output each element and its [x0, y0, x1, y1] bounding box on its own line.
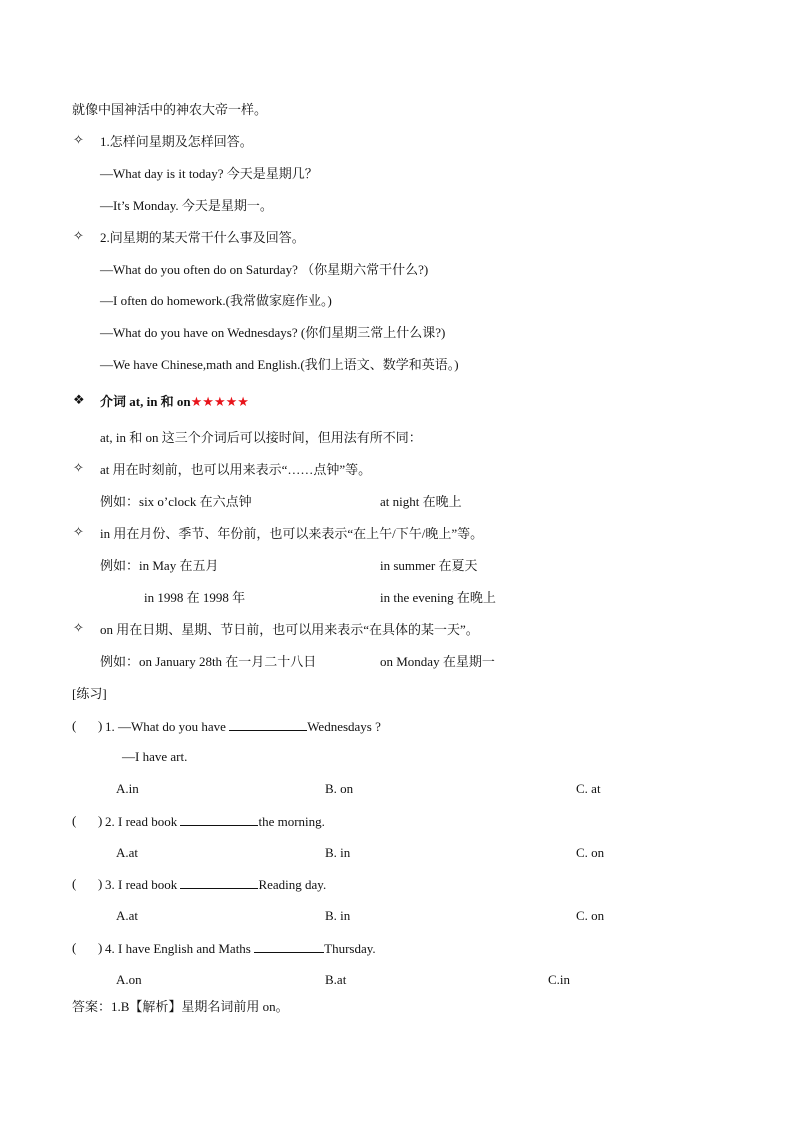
section-2-line: —What do you often do on Saturday? （你星期六常干什么?) [100, 262, 429, 277]
question-text: 4. I have English and Maths [105, 941, 255, 956]
bullet-diamond-icon: ✧ [73, 461, 84, 476]
question-4 [105, 939, 376, 958]
answer-blank[interactable] [180, 875, 258, 889]
section-1-line: —It’s Monday. 今天是星期一。 [100, 198, 273, 213]
section-2-title: 2.问星期的某天常干什么事及回答。 [100, 230, 305, 245]
practice-heading: [练习] [72, 686, 107, 701]
intro-line: 就像中国神活中的神农大帝一样。 [72, 102, 268, 117]
question-text: 2. I read book [105, 814, 181, 829]
answer-paren-close: ) [98, 940, 103, 955]
answer-blank[interactable] [229, 717, 307, 731]
bullet-diamond-icon: ✧ [73, 229, 84, 244]
option-c[interactable]: C.in [548, 972, 571, 987]
section-2-line: —What do you have on Wednesdays? (你们星期三常上什么课?) [100, 325, 446, 340]
question-1 [105, 717, 381, 736]
section-2-line: —We have Chinese,math and English.(我们上语文、数学和英语。) [100, 357, 459, 372]
question-text: 3. I read book [105, 877, 181, 892]
option-a[interactable]: A.at [116, 845, 139, 860]
answer-blank[interactable] [180, 812, 258, 826]
answer-explanation: 答案：1.B【解析】星期名词前用 on。 [72, 999, 289, 1014]
question-2 [105, 812, 325, 831]
rating-stars-icon: ★★★★★ [190, 395, 249, 410]
in-example-3: in 1998 在 1998 年 [144, 590, 246, 605]
example-label: 例如： [100, 558, 140, 573]
bullet-diamond-icon: ✧ [73, 133, 84, 148]
question-text: 1. —What do you have [105, 719, 230, 734]
option-c[interactable]: C. at [576, 781, 601, 796]
answer-paren-open: ( [72, 876, 77, 891]
prepositions-heading [100, 393, 249, 412]
on-example-1 [100, 653, 316, 671]
option-a[interactable]: A.on [116, 972, 142, 987]
prepositions-title: 介词 at, in 和 on [100, 394, 191, 409]
on-usage: on 用在日期、星期、节日前，也可以用来表示“在具体的某一天”。 [100, 622, 479, 637]
question-text-after: Thursday. [324, 941, 376, 956]
option-a[interactable]: A.at [116, 908, 139, 923]
example-text: six o’clock 在六点钟 [139, 494, 252, 509]
question-text-after: the morning. [258, 814, 325, 829]
answer-paren-close: ) [98, 876, 103, 891]
question-text-after: Wednesdays ? [307, 719, 381, 734]
example-text: in May 在五月 [139, 558, 219, 573]
in-example-1 [100, 557, 218, 575]
example-text: on January 28th 在一月二十八日 [139, 654, 317, 669]
in-example-4: in the evening 在晚上 [380, 590, 496, 605]
answer-paren-open: ( [72, 940, 77, 955]
section-1-line: —What day is it today? 今天是星期几？ [100, 166, 318, 181]
section-2-line: —I often do homework.(我常做家庭作业。) [100, 293, 332, 308]
on-example-2: on Monday 在星期一 [380, 654, 495, 669]
option-b[interactable]: B. in [325, 908, 351, 923]
answer-blank[interactable] [254, 939, 324, 953]
in-example-2: in summer 在夏天 [380, 558, 478, 573]
option-b[interactable]: B. on [325, 781, 354, 796]
question-1-response: —I have art. [122, 749, 188, 764]
answer-paren-open: ( [72, 813, 77, 828]
example-label: 例如： [100, 654, 140, 669]
prepositions-intro: at, in 和 on 这三个介词后可以接时间，但用法有所不同： [100, 430, 422, 445]
answer-paren-close: ) [98, 718, 103, 733]
option-c[interactable]: C. on [576, 845, 605, 860]
question-text-after: Reading day. [258, 877, 327, 892]
option-a[interactable]: A.in [116, 781, 139, 796]
question-3 [105, 875, 326, 894]
option-b[interactable]: B. in [325, 845, 351, 860]
in-usage: in 用在月份、季节、年份前，也可以来表示“在上午/下午/晚上”等。 [100, 526, 484, 541]
bullet-diamond-bold-icon: ❖ [73, 393, 85, 408]
example-label: 例如： [100, 494, 140, 509]
answer-paren-close: ) [98, 813, 103, 828]
option-b[interactable]: B.at [325, 972, 347, 987]
option-c[interactable]: C. on [576, 908, 605, 923]
bullet-diamond-icon: ✧ [73, 525, 84, 540]
answer-paren-open: ( [72, 718, 77, 733]
at-example-2: at night 在晚上 [380, 494, 462, 509]
at-usage: at 用在时刻前，也可以用来表示“……点钟”等。 [100, 462, 372, 477]
bullet-diamond-icon: ✧ [73, 621, 84, 636]
section-1-title: 1.怎样问星期及怎样回答。 [100, 134, 253, 149]
at-example-1 [100, 493, 252, 511]
